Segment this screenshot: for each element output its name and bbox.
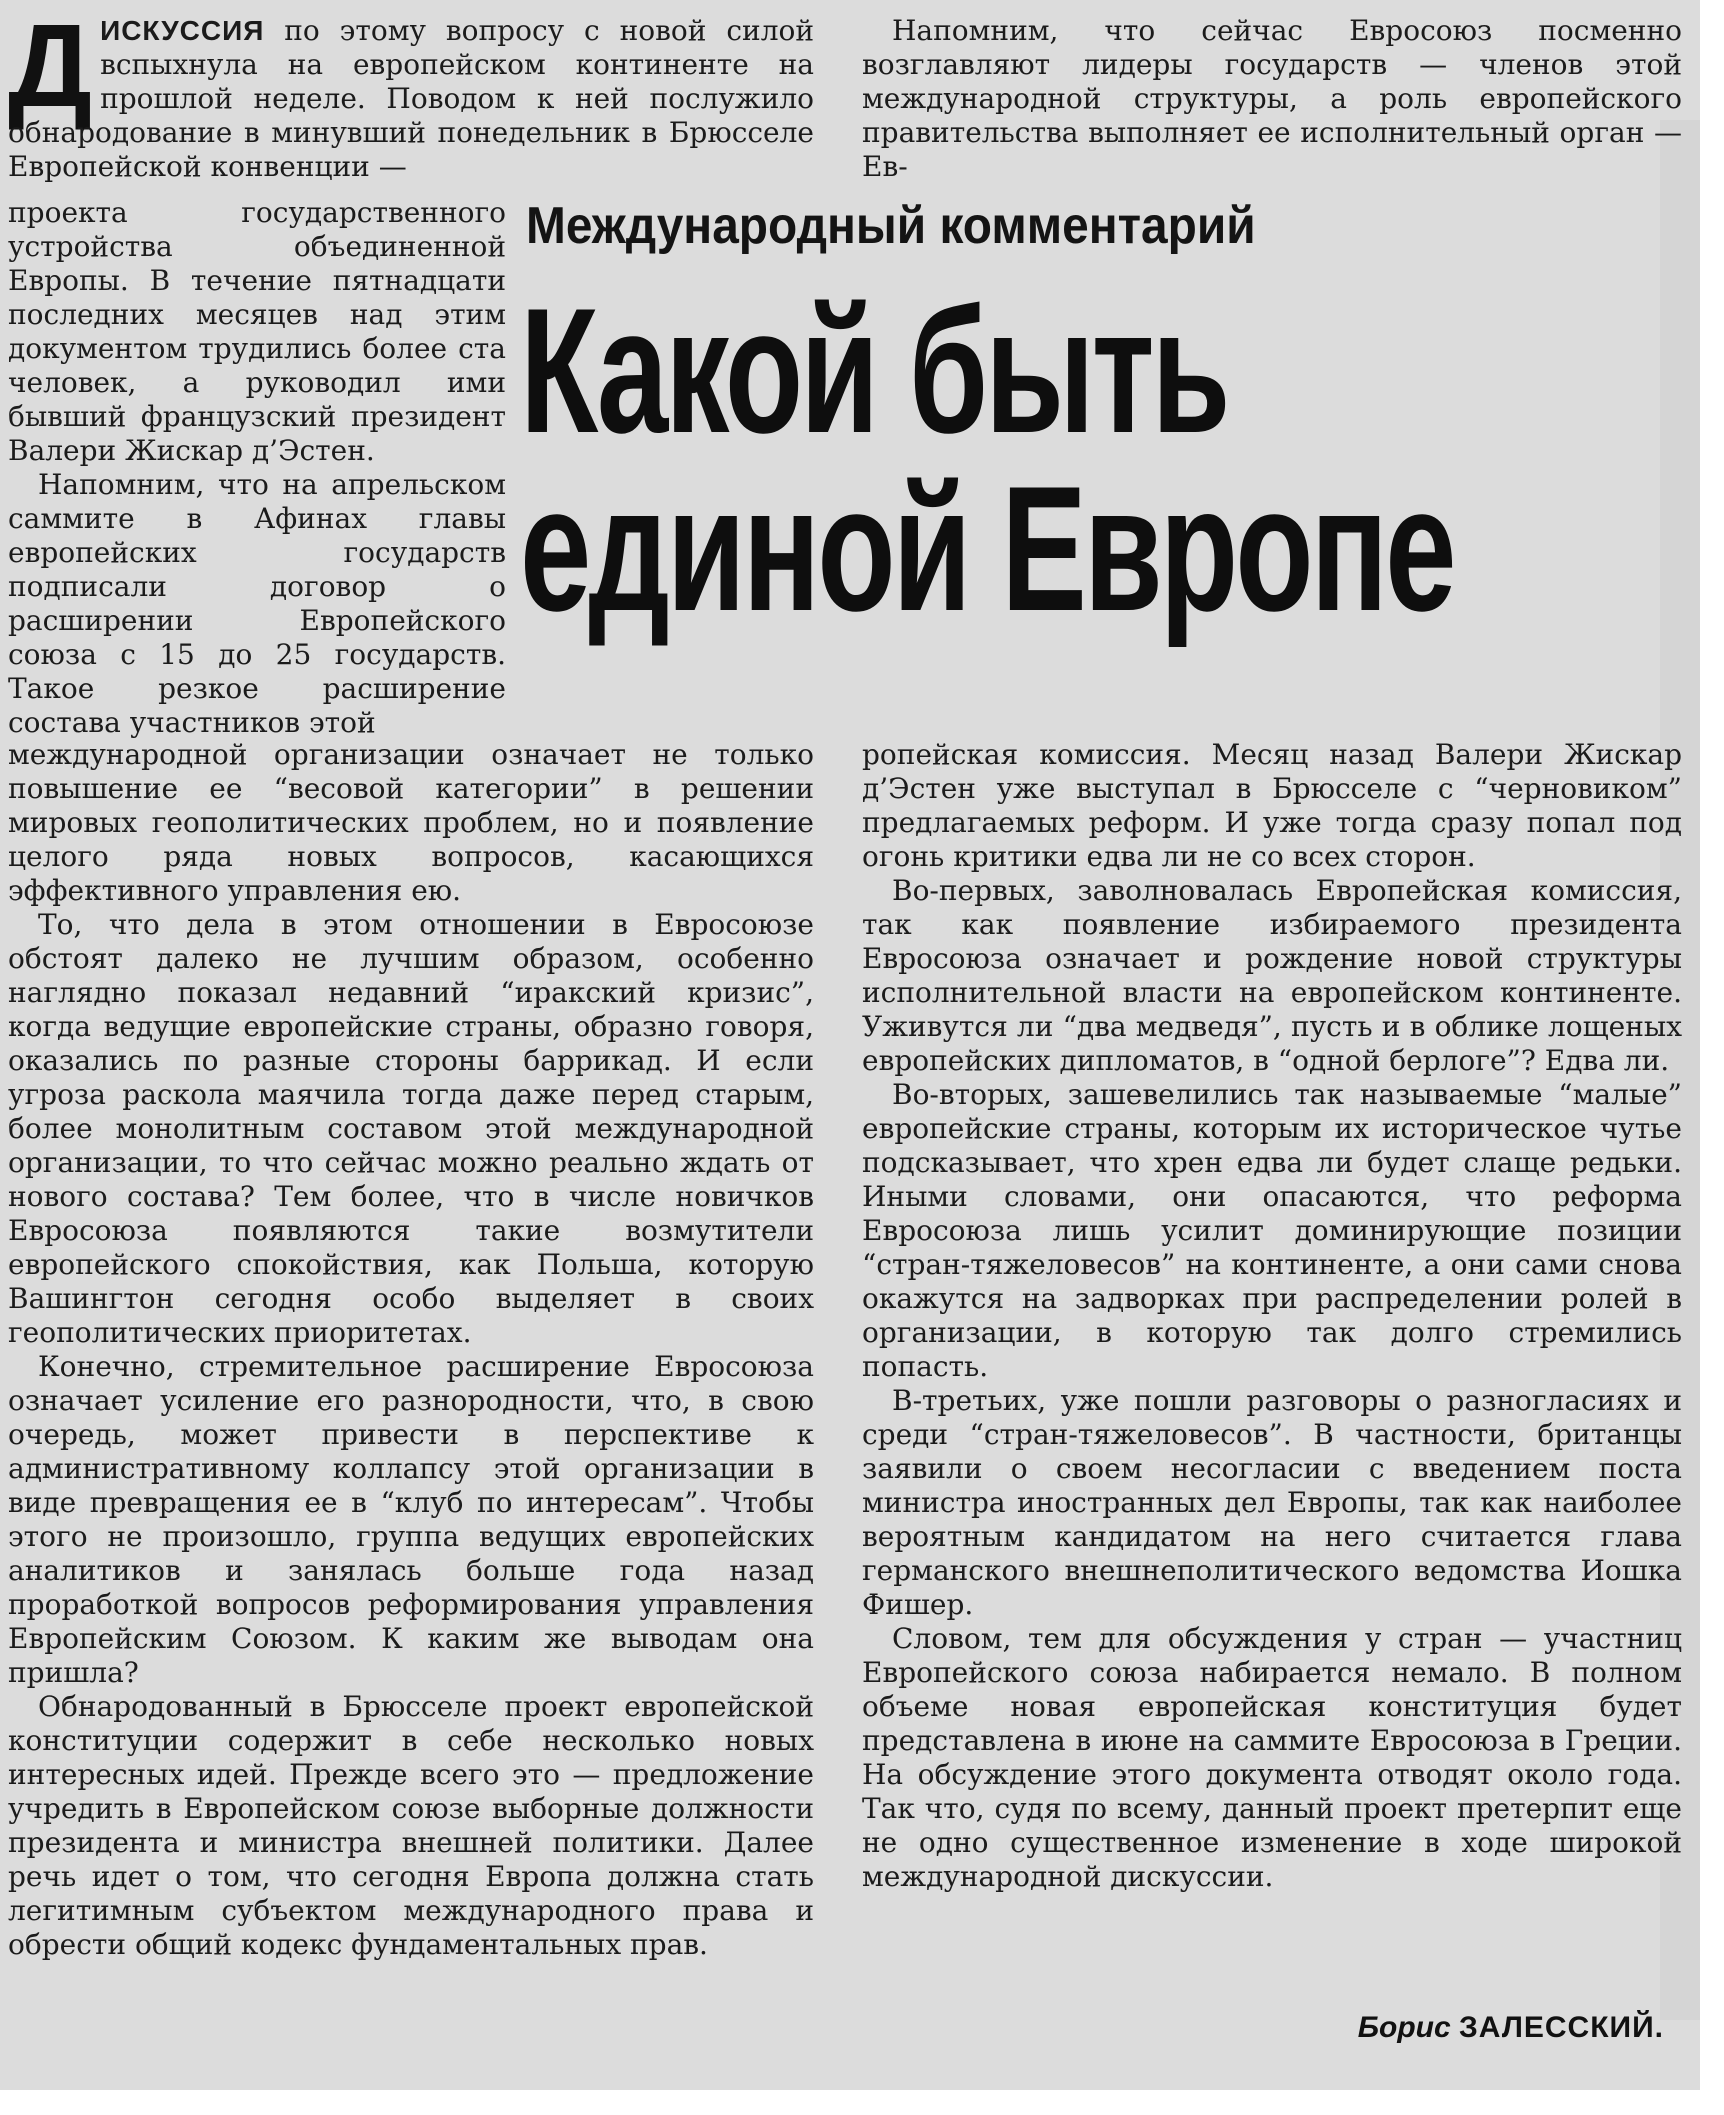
author-first-name: Борис bbox=[1357, 2011, 1459, 2044]
headline bbox=[520, 271, 1454, 648]
author-byline bbox=[1358, 2010, 1664, 2046]
headline-line-1: Какой быть bbox=[520, 271, 1228, 470]
column-left-top bbox=[8, 0, 814, 184]
right-paragraph-5: Словом, тем для обсуждения у стран — участниц Европейского союза набирается немало. В полном объеме новая европейская конституция будет представлена в июне на саммите Евросоюза в Греции. На обсуждение этого документа отводят около года. Так что, судя по всему, данный проект претерпит еще не одно существенное изменение в ходе широкой международной дискуссии. bbox=[862, 1622, 1682, 1893]
right-paragraph-3: Во-вторых, зашевелились так называемые “малые” европейские страны, которым их историческое чутье подсказывает, что хрен едва ли будет слаще редьки. Иными словами, они опасаются, что реформа Евросоюза лишь усилит доминирующие позиции “стран-тяжеловесов” на континенте, а они сами снова окажутся на задворках при распределении ролей в организации, в которую так долго стремились попасть. bbox=[862, 1078, 1682, 1383]
column-right-top bbox=[862, 14, 1682, 184]
drop-cap: Д bbox=[8, 0, 93, 132]
column-left-narrow bbox=[8, 196, 506, 740]
left-paragraph-2: То, что дела в этом отношении в Евросоюзе обстоят далеко не лучшим образом, особенно наглядно показал недавний “иракский кризис”, когда ведущие европейские страны, образно говоря, оказались по разные стороны баррикад. И если угроза раскола маячила тогда даже перед старым, более монолитным составом этой международной организации, то что сейчас можно реально ждать от нового состава? Тем более, что в числе новичков Евросоюза появляются такие возмутители европейского спокойствия, как Польша, которую Вашингтон сегодня особо выделяет в своих геополитических приоритетах. bbox=[8, 908, 814, 1349]
column-right-main bbox=[862, 738, 1682, 1894]
left-paragraph-4: Обнародованный в Брюсселе проект европейской конституции содержит в себе несколько новых интересных идей. Прежде всего это — предложение учредить в Европейском союзе выборные должности президента и министра внешней политики. Далее речь идет о том, что сегодня Европа должна стать легитимным субъектом международного права и обрести общий кодекс фундаментальных прав. bbox=[8, 1690, 814, 1961]
left-paragraph-3: Конечно, стремительное расширение Евросоюза означает усиление его разнородности, что, в свою очередь, может привести в перспективе к административному коллапсу этой организации в виде превращения ее в “клуб по интересам”. Чтобы этого не произошло, группа ведущих европейских аналитиков и занялась больше года назад проработкой вопросов реформирования управления Европейским Союзом. К каким же выводам она пришла? bbox=[8, 1350, 814, 1689]
intro-text: по этому вопросу с новой силой вспыхнула на европейском континенте на прошлой неделе. Поводом к ней послужило обнародование в минувший понедельник в Брюсселе Европейской конвенции — bbox=[8, 14, 814, 183]
author-surname: ЗАЛЕССКИЙ. bbox=[1459, 2011, 1664, 2044]
rubric: Международный комментарий bbox=[526, 197, 1256, 255]
top-right-paragraph: Напомним, что сейчас Евросоюз посменно возглавляют лидеры государств — членов этой международной структуры, а роль европейского правительства выполняет ее исполнительный орган — Ев- bbox=[862, 14, 1682, 183]
intro-paragraph bbox=[8, 0, 814, 184]
headline-line-2: единой Европе bbox=[520, 449, 1454, 648]
lead-word: ИСКУССИЯ bbox=[100, 15, 265, 46]
right-paragraph-1: ропейская комиссия. Месяц назад Валери Жискар д’Эстен уже выступал в Брюсселе с “черновиком” предлагаемых реформ. И уже тогда сразу попал под огонь критики едва ли не со всех сторон. bbox=[862, 738, 1682, 873]
narrow-paragraph-1: проекта государственного устройства объединенной Европы. В течение пятнадцати последних месяцев над этим документом трудились более ста человек, а руководил ими бывший французский президент Валери Жискар д’Эстен. bbox=[8, 196, 506, 467]
left-paragraph-1: международной организации означает не только повышение ее “весовой категории” в решении мировых геополитических проблем, но и появление целого ряда новых вопросов, касающихся эффективного управления ею. bbox=[8, 738, 814, 907]
column-left-main bbox=[8, 738, 814, 1962]
narrow-paragraph-2: Напомним, что на апрельском саммите в Афинах главы европейских государств подписали договор о расширении Европейского союза с 15 до 25 государств. Такое резкое расширение состава участников этой bbox=[8, 468, 506, 739]
right-paragraph-2: Во-первых, заволновалась Европейская комиссия, так как появление избираемого президента Евросоюза означает и рождение новой структуры исполнительной власти на европейском континенте. Уживутся ли “два медведя”, пусть и в облике лощеных европейских дипломатов, в “одной берлоге”? Едва ли. bbox=[862, 874, 1682, 1077]
right-paragraph-4: В-третьих, уже пошли разговоры о разногласиях и среди “стран-тяжеловесов”. В частности, британцы заявили о своем несогласии с введением поста министра иностранных дел Европы, так как наиболее вероятным кандидатом на него считается глава германского внешнеполитического ведомства Иошка Фишер. bbox=[862, 1384, 1682, 1621]
